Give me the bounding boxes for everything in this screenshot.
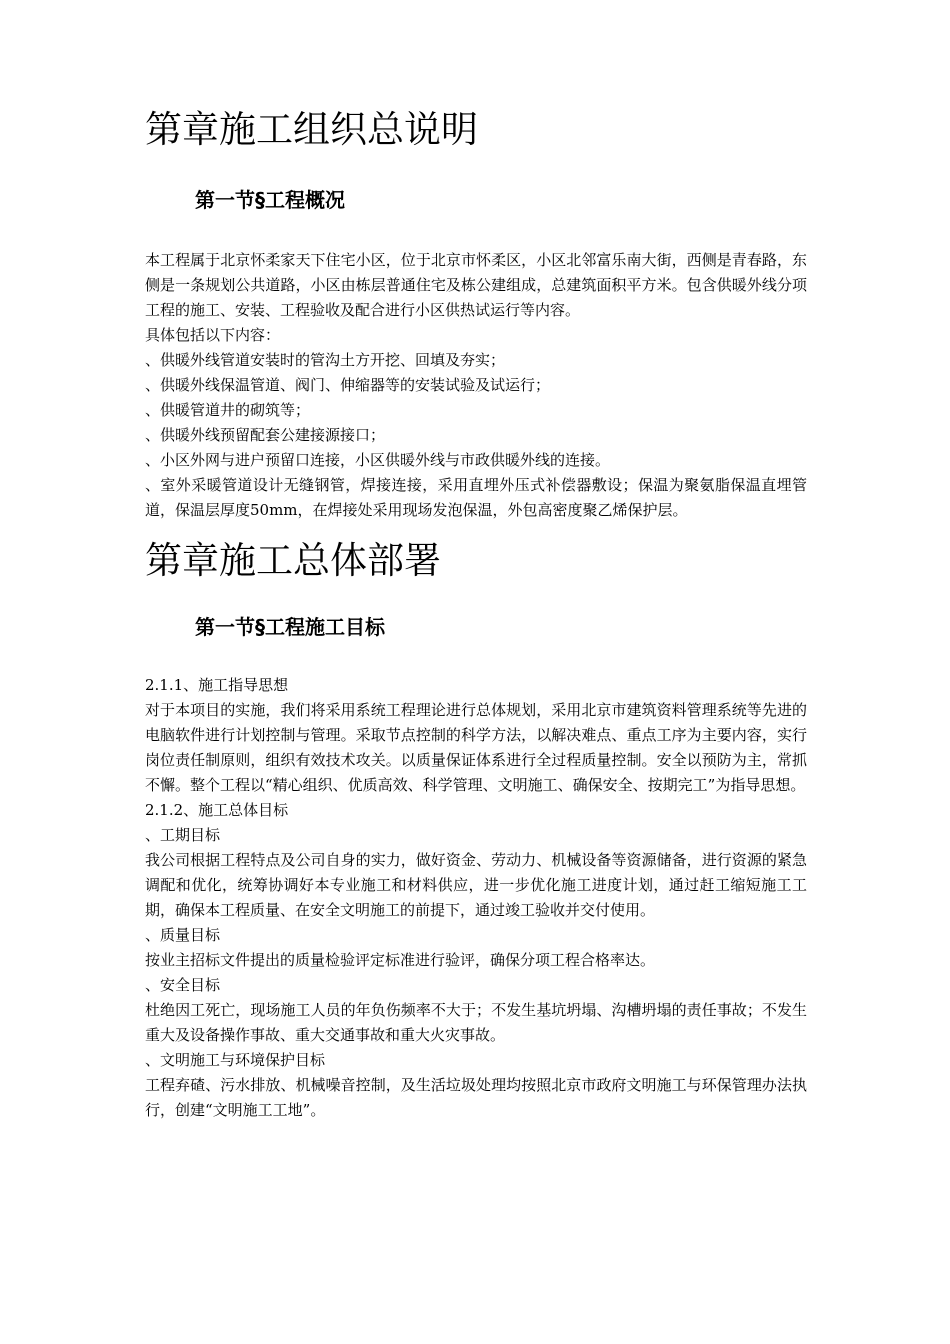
paragraph: 杜绝因工死亡，现场施工人员的年负伤频率不大于；不发生基坑坍塌、沟槽坍塌的责任事故；不发生重大及设备操作事故、重大交通事故和重大火灾事故。 xyxy=(145,1001,807,1044)
subheading: 、安全目标 xyxy=(145,976,221,994)
list-item: 、室外采暖管道设计无缝钢管，焊接连接，采用直埋外压式补偿器敷设；保温为聚氨脂保温直埋管道，保温层厚度50mm，在焊接处采用现场发泡保温，外包高密度聚乙烯保护层。 xyxy=(145,476,807,519)
section-2-1-title: 第一节§工程施工目标 xyxy=(195,615,385,639)
list-item: 、供暖外线预留配套公建接源接口； xyxy=(145,426,386,444)
list-item: 、供暖外线保温管道、阀门、伸缩器等的安装试验及试运行； xyxy=(145,376,551,394)
paragraph: 本工程属于北京怀柔家天下住宅小区，位于北京市怀柔区，小区北邻富乐南大街，西侧是青春路，东侧是一条规划公共道路，小区由栋层普通住宅及栋公建组成，总建筑面积平方米。包含供暖外线分项工程的施工、安装、工程验收及配合进行小区供热试运行等内容。 xyxy=(145,251,807,319)
paragraph: 我公司根据工程特点及公司自身的实力，做好资金、劳动力、机械设备等资源储备，进行资源的紧急调配和优化，统筹协调好本专业施工和材料供应，进一步优化施工进度计划，通过赶工缩短施工工期，确保本工程质量、在安全文明施工的前提下，通过竣工验收并交付使用。 xyxy=(145,851,807,919)
paragraph: 对于本项目的实施，我们将采用系统工程理论进行总体规划，采用北京市建筑资料管理系统等先进的电脑软件进行计划控制与管理。采取节点控制的科学方法，以解决难点、重点工序为主要内容，实行岗位责任制原则，组织有效技术攻关。以质量保证体系进行全过程质量控制。安全以预防为主，常抓不懈。整个工程以“精心组织、优质高效、科学管理、文明施工、确保安全、按期完工”为指导思想。 xyxy=(145,701,807,794)
subheading: 、工期目标 xyxy=(145,826,221,844)
list-item: 、供暖外线管道安装时的管沟土方开挖、回填及夯实； xyxy=(145,351,506,369)
chapter-1-title: 第章施工组织总说明 xyxy=(145,108,478,151)
section-1-1-body xyxy=(145,248,807,523)
subheading: 2.1.2、施工总体目标 xyxy=(145,801,289,819)
subheading: 、质量目标 xyxy=(145,926,221,944)
paragraph: 按业主招标文件提出的质量检验评定标准进行验评，确保分项工程合格率达。 xyxy=(145,951,656,969)
list-item: 、供暖管道井的砌筑等； xyxy=(145,401,311,419)
list-item: 、小区外网与进户预留口连接，小区供暖外线与市政供暖外线的连接。 xyxy=(145,451,611,469)
subheading: 、文明施工与环境保护目标 xyxy=(145,1051,326,1069)
chapter-2-title: 第章施工总体部署 xyxy=(145,539,441,582)
paragraph: 具体包括以下内容： xyxy=(145,326,281,344)
subheading: 2.1.1、施工指导思想 xyxy=(145,676,289,694)
document-page xyxy=(145,100,807,1123)
section-2-1-body xyxy=(145,673,807,1123)
section-1-1-title: 第一节§工程概况 xyxy=(195,188,345,212)
paragraph: 工程弃碴、污水排放、机械噪音控制，及生活垃圾处理均按照北京市政府文明施工与环保管理办法执行，创建“文明施工工地”。 xyxy=(145,1076,807,1119)
